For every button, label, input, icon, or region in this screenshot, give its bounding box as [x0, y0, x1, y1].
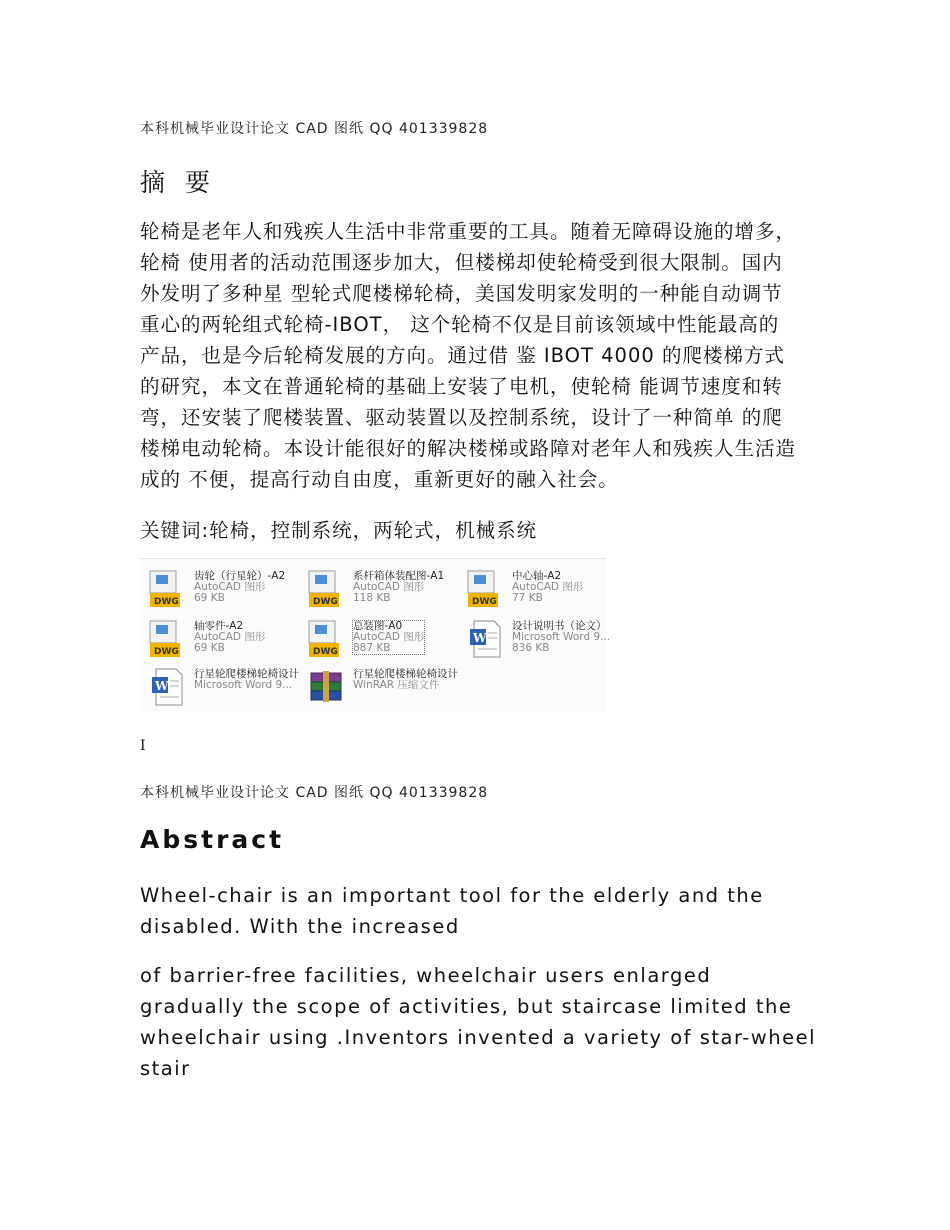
- file-name: 齿轮（行星轮）-A2: [194, 570, 286, 582]
- abstract-cn-line: 楼梯电动轮椅。本设计能很好的解决楼梯或路障对老年人和残疾人生活造: [140, 437, 797, 460]
- svg-text:DWG: DWG: [154, 647, 179, 657]
- abstract-en-paragraph-1: [140, 880, 820, 942]
- file-item: [462, 565, 602, 611]
- abstract-cn-line: 重心的两轮组式轮椅-IBOT， 这个轮椅不仅是目前该领域中性能最高的: [140, 313, 780, 336]
- file-size: 69 KB: [194, 592, 225, 604]
- abstract-cn-line: 外发明了多种星 型轮式爬楼梯轮椅，美国发明家发明的一种能自动调节: [140, 282, 783, 305]
- abstract-en-paragraph-2: [140, 960, 820, 1084]
- file-item: [462, 615, 611, 661]
- file-item: [303, 565, 458, 611]
- file-type: AutoCAD 图形: [194, 581, 266, 593]
- abstract-en-line: Wheel-chair is an important tool for the elderly and the: [140, 884, 764, 907]
- abstract-en-title: Abstract: [140, 825, 285, 854]
- file-size: 836 KB: [512, 642, 550, 654]
- abstract-cn-title: 摘 要: [140, 168, 216, 197]
- file-type: Microsoft Word 9...: [512, 631, 611, 643]
- dwg-icon: [307, 619, 347, 659]
- file-type: WinRAR 压缩文件: [353, 679, 440, 691]
- file-item: [303, 663, 458, 709]
- abstract-en-line: gradually the scope of activities, but staircase limited the: [140, 995, 793, 1018]
- dwg-icon: [307, 569, 347, 609]
- abstract-cn-line: 成的 不便，提高行动自由度，重新更好的融入社会。: [140, 468, 619, 491]
- file-type: AutoCAD 图形: [512, 581, 584, 593]
- abstract-cn-line: 轮椅是老年人和残疾人生活中非常重要的工具。随着无障碍设施的增多，: [140, 220, 797, 243]
- dwg-icon: [148, 569, 188, 609]
- page-number: I: [140, 738, 146, 754]
- abstract-cn-line: 轮椅 使用者的活动范围逐步加大，但楼梯却使轮椅受到很大限制。国内: [140, 251, 783, 274]
- file-name: 总装图-A0: [353, 620, 403, 632]
- svg-text:W: W: [155, 679, 169, 693]
- word-doc-icon: [466, 619, 506, 659]
- dwg-icon: [148, 619, 188, 659]
- svg-text:DWG: DWG: [313, 647, 338, 657]
- file-size: 887 KB: [353, 642, 391, 654]
- file-type: AutoCAD 图形: [194, 631, 266, 643]
- abstract-en-line: wheelchair using .Inventors invented a variety of star-wheel: [140, 1026, 817, 1049]
- file-size: 69 KB: [194, 642, 225, 654]
- svg-text:DWG: DWG: [154, 597, 179, 607]
- svg-text:DWG: DWG: [472, 597, 497, 607]
- file-item: [303, 615, 458, 661]
- file-listing-image: [140, 558, 611, 711]
- svg-text:W: W: [473, 631, 487, 645]
- file-type: Microsoft Word 9...: [194, 679, 293, 691]
- abstract-en-line: disabled. With the increased: [140, 915, 460, 938]
- abstract-cn-line: 的研究，本文在普通轮椅的基础上安装了电机，使轮椅 能调节速度和转: [140, 375, 783, 398]
- file-name: 中心轴-A2: [512, 570, 562, 582]
- abstract-cn-body: [140, 216, 820, 495]
- page-header: 本科机械毕业设计论文 CAD 图纸 QQ 401339828: [140, 785, 489, 801]
- file-name: 行星轮爬楼梯轮椅设计: [353, 668, 458, 680]
- abstract-en-line: stair: [140, 1057, 191, 1080]
- file-name: 轴零件-A2: [194, 620, 244, 632]
- file-item: [144, 615, 299, 661]
- keywords: 关键词:轮椅，控制系统，两轮式，机械系统: [140, 519, 538, 542]
- file-type: AutoCAD 图形: [353, 631, 425, 643]
- file-size: 118 KB: [353, 592, 391, 604]
- file-item: [144, 663, 299, 709]
- file-name: 设计说明书（论文）: [512, 620, 607, 632]
- file-type: AutoCAD 图形: [353, 581, 425, 593]
- file-name: 行星轮爬楼梯轮椅设计: [194, 668, 299, 680]
- abstract-cn-line: 弯，还安装了爬楼装置、驱动装置以及控制系统，设计了一种简单 的爬: [140, 406, 783, 429]
- page-header: 本科机械毕业设计论文 CAD 图纸 QQ 401339828: [140, 121, 489, 137]
- file-name: 系杆箱体装配图-A1: [353, 570, 445, 582]
- dwg-icon: [466, 569, 506, 609]
- svg-text:DWG: DWG: [313, 597, 338, 607]
- abstract-cn-line: 产品，也是今后轮椅发展的方向。通过借 鉴 IBOT 4000 的爬楼梯方式: [140, 344, 785, 367]
- file-item: [144, 565, 299, 611]
- file-size: 77 KB: [512, 592, 543, 604]
- winrar-icon: [307, 667, 347, 707]
- abstract-en-line: of barrier-free facilities, wheelchair users enlarged: [140, 964, 712, 987]
- word-doc-icon: [148, 667, 188, 707]
